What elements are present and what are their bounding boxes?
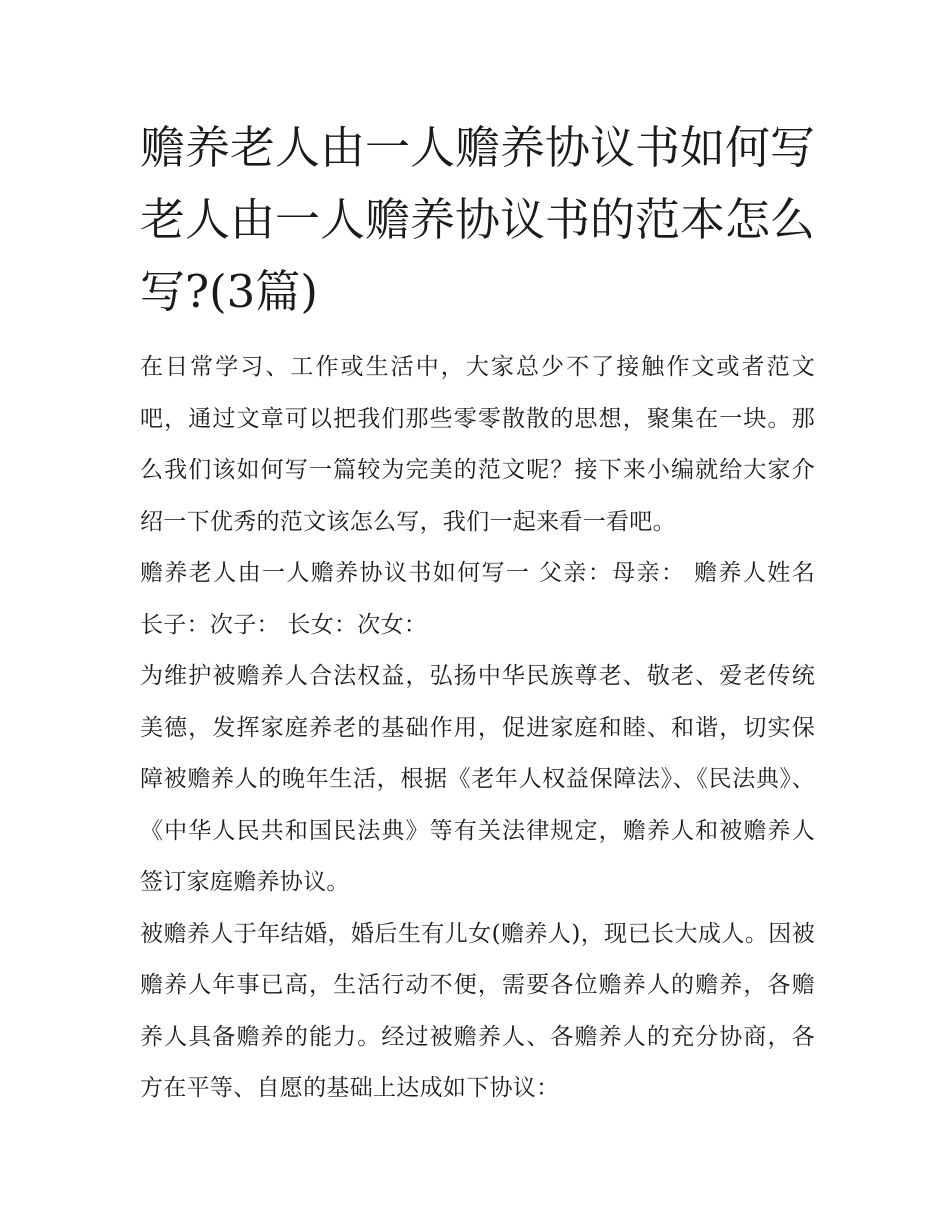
purpose-paragraph: 为维护被赡养人合法权益，弘扬中华民族尊老、敬老、爱老传统美德，发挥家庭养老的基础作用，促进家庭和睦、和谐，切实保障被赡养人的晚年生活，根据《老年人权益保障法》、《民法典》、《中华人民共和国民法典》等有关法律规定，赡养人和被赡养人签订家庭赡养协议。: [140, 663, 815, 895]
document-title: 赡养老人由一人赡养协议书如何写 老人由一人赡养协议书的范本怎么写?(3篇): [140, 121, 816, 318]
parties-paragraph: 赡养老人由一人赡养协议书如何写一 父亲：母亲： 赡养人姓名 长子：次子： 长女：次女：: [140, 560, 815, 638]
document-content: [140, 112, 815, 1115]
background-paragraph: 被赡养人于年结婚，婚后生有儿女(赡养人)，现已长大成人。因被赡养人年事已高，生活行动不便，需要各位赡养人的赡养，各赡养人具备赡养的能力。经过被赡养人、各赡养人的充分协商，各方在平等、自愿的基础上达成如下协议：: [140, 920, 815, 1101]
intro-paragraph: 在日常学习、工作或生活中，大家总少不了接触作文或者范文吧，通过文章可以把我们那些零零散散的思想，聚集在一块。那么我们该如何写一篇较为完美的范文呢？接下来小编就给大家介绍一下优秀的范文该怎么写，我们一起来看一看吧。: [140, 354, 815, 535]
